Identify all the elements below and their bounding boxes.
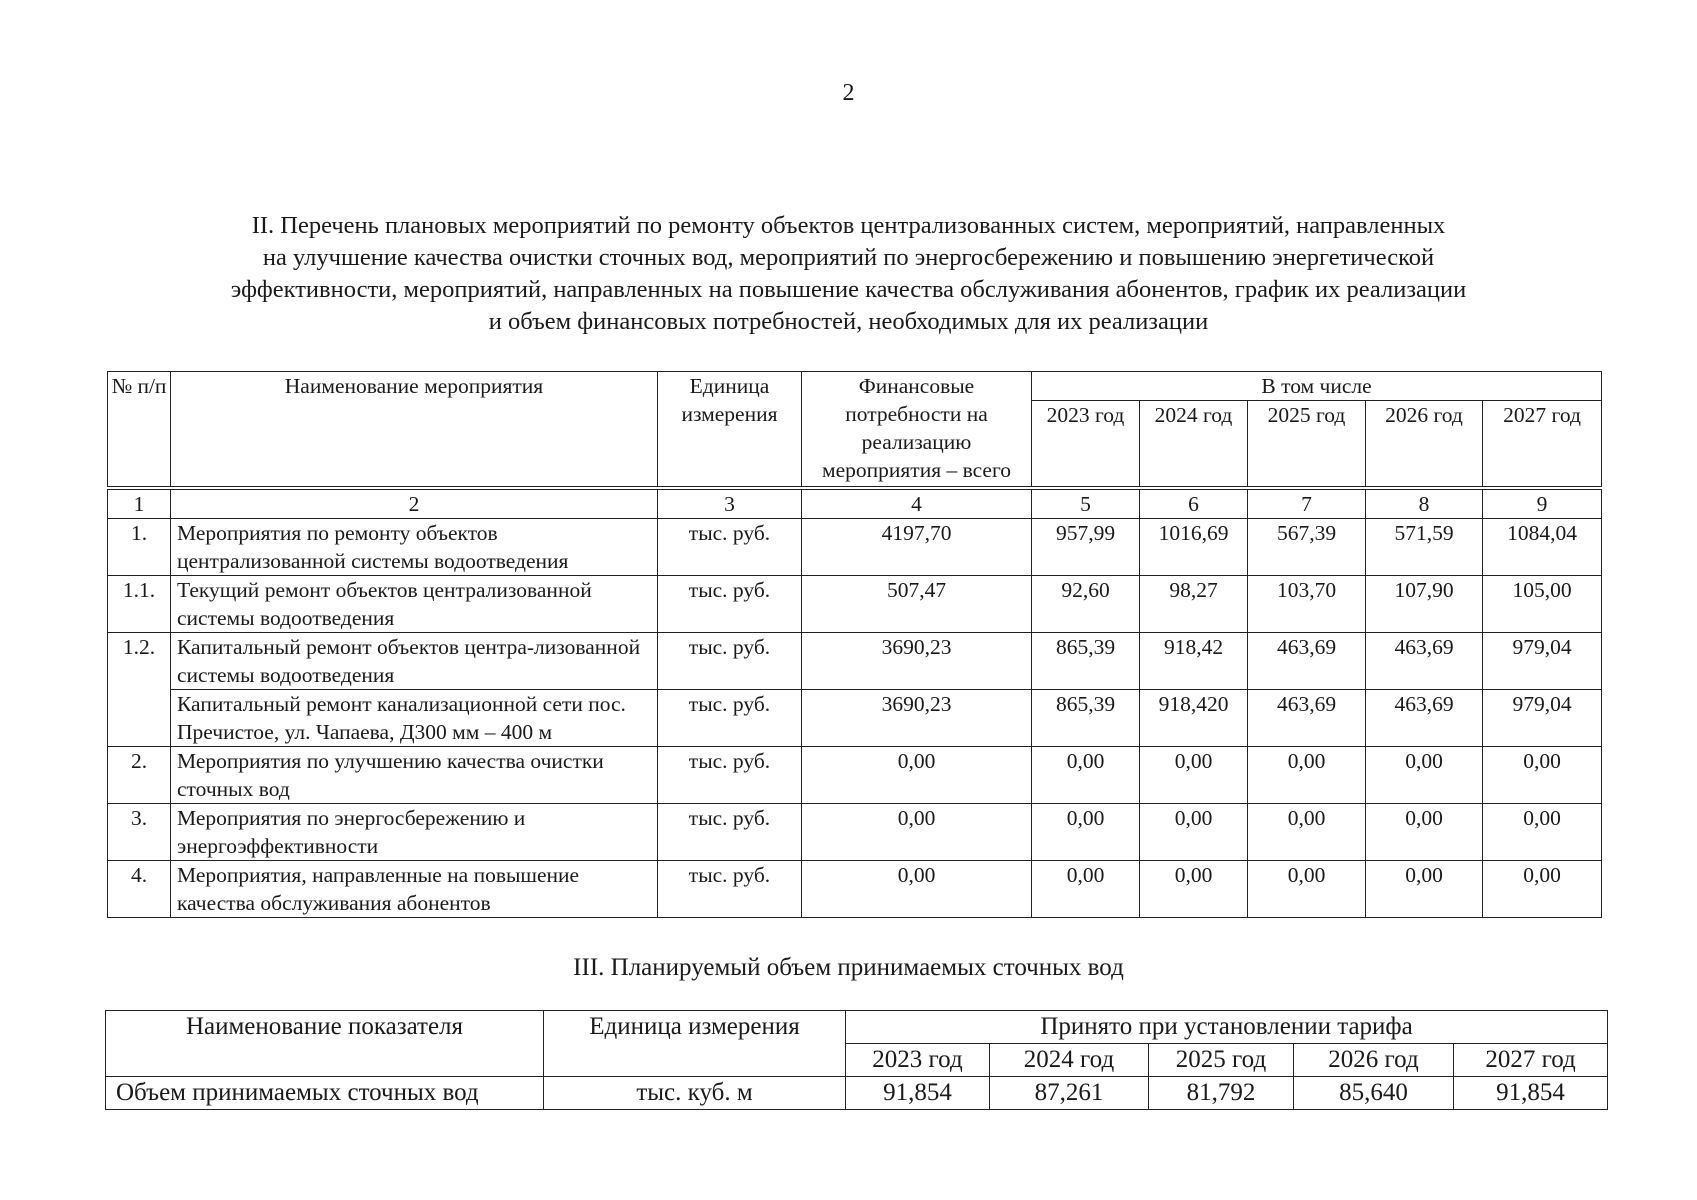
row-year-value: 87,261 bbox=[990, 1077, 1149, 1110]
row-unit: тыс. куб. м bbox=[544, 1077, 846, 1110]
row-year-value: 103,70 bbox=[1248, 576, 1366, 633]
table-row bbox=[108, 747, 1602, 804]
header-year: 2023 год bbox=[846, 1044, 990, 1077]
row-no: 4. bbox=[108, 861, 171, 918]
row-year-value: 463,69 bbox=[1248, 690, 1366, 747]
row-unit: тыс. руб. bbox=[658, 633, 802, 690]
section-3-title: III. Планируемый объем принимаемых сточных вод bbox=[573, 954, 1124, 981]
table-row bbox=[106, 1077, 1608, 1110]
row-total: 4197,70 bbox=[802, 519, 1032, 576]
row-unit: тыс. руб. bbox=[658, 861, 802, 918]
column-number: 9 bbox=[1483, 488, 1602, 519]
row-year-value: 1084,04 bbox=[1483, 519, 1602, 576]
row-year-value: 0,00 bbox=[1140, 747, 1248, 804]
row-year-value: 865,39 bbox=[1032, 690, 1140, 747]
row-no: 2. bbox=[108, 747, 171, 804]
column-number: 2 bbox=[171, 488, 658, 519]
row-year-value: 957,99 bbox=[1032, 519, 1140, 576]
row-name: Капитальный ремонт канализационной сети пос. Пречистое, ул. Чапаева, Д300 мм – 400 м bbox=[171, 690, 658, 747]
row-year-value: 865,39 bbox=[1032, 633, 1140, 690]
header-year: 2024 год bbox=[990, 1044, 1149, 1077]
header-year: 2023 год bbox=[1032, 401, 1140, 489]
header-indicator: Наименование показателя bbox=[106, 1011, 544, 1077]
row-year-value: 571,59 bbox=[1366, 519, 1483, 576]
column-number: 6 bbox=[1140, 488, 1248, 519]
row-total: 0,00 bbox=[802, 804, 1032, 861]
row-no: 3. bbox=[108, 804, 171, 861]
row-year-value: 0,00 bbox=[1032, 804, 1140, 861]
table-row bbox=[108, 633, 1602, 690]
column-number: 5 bbox=[1032, 488, 1140, 519]
header-name: Наименование мероприятия bbox=[171, 372, 658, 489]
row-year-value: 0,00 bbox=[1248, 804, 1366, 861]
column-number: 7 bbox=[1248, 488, 1366, 519]
header-no: № п/п bbox=[108, 372, 171, 489]
row-year-value: 567,39 bbox=[1248, 519, 1366, 576]
header-year: 2027 год bbox=[1454, 1044, 1608, 1077]
column-number: 4 bbox=[802, 488, 1032, 519]
activities-table bbox=[107, 371, 1602, 918]
row-unit: тыс. руб. bbox=[658, 576, 802, 633]
row-year-value: 0,00 bbox=[1032, 861, 1140, 918]
section-2-title-line: и объем финансовых потребностей, необходимых для их реализации bbox=[488, 308, 1209, 335]
header-accepted: Принято при установлении тарифа bbox=[846, 1011, 1608, 1044]
row-no: 1.1. bbox=[108, 576, 171, 633]
row-year-value: 92,60 bbox=[1032, 576, 1140, 633]
row-name: Капитальный ремонт объектов центра-лизованной системы водоотведения bbox=[171, 633, 658, 690]
column-number: 1 bbox=[108, 488, 171, 519]
row-year-value: 0,00 bbox=[1032, 747, 1140, 804]
row-name: Мероприятия по улучшению качества очистки сточных вод bbox=[171, 747, 658, 804]
row-year-value: 0,00 bbox=[1140, 861, 1248, 918]
row-total: 3690,23 bbox=[802, 633, 1032, 690]
row-year-value: 0,00 bbox=[1366, 747, 1483, 804]
column-number: 8 bbox=[1366, 488, 1483, 519]
page-number: 2 bbox=[842, 80, 855, 106]
row-year-value: 0,00 bbox=[1366, 804, 1483, 861]
header-including: В том числе bbox=[1032, 372, 1602, 401]
header-unit: Единица измерения bbox=[658, 372, 802, 489]
section-2-title-line: эффективности, мероприятий, направленных на повышение качества обслуживания абонентов, график их реализации bbox=[230, 276, 1467, 303]
table-row bbox=[108, 690, 1602, 747]
row-name: Мероприятия, направленные на повышение качества обслуживания абонентов bbox=[171, 861, 658, 918]
row-no: 1. bbox=[108, 519, 171, 576]
row-name: Мероприятия по энергосбережению и энергоэффективности bbox=[171, 804, 658, 861]
row-year-value: 1016,69 bbox=[1140, 519, 1248, 576]
header-unit: Единица измерения bbox=[544, 1011, 846, 1077]
header-year: 2024 год bbox=[1140, 401, 1248, 489]
section-2-title-line: II. Перечень плановых мероприятий по ремонту объектов централизованных систем, мероприятий, направленных bbox=[251, 212, 1446, 239]
row-year-value: 91,854 bbox=[846, 1077, 990, 1110]
row-year-value: 0,00 bbox=[1248, 861, 1366, 918]
row-year-value: 0,00 bbox=[1140, 804, 1248, 861]
row-year-value: 463,69 bbox=[1366, 633, 1483, 690]
header-year: 2027 год bbox=[1483, 401, 1602, 489]
row-year-value: 85,640 bbox=[1294, 1077, 1454, 1110]
row-year-value: 463,69 bbox=[1366, 690, 1483, 747]
row-year-value: 979,04 bbox=[1483, 690, 1602, 747]
header-year: 2026 год bbox=[1366, 401, 1483, 489]
table-row bbox=[108, 519, 1602, 576]
table-row bbox=[108, 861, 1602, 918]
row-year-value: 0,00 bbox=[1483, 804, 1602, 861]
row-year-value: 0,00 bbox=[1483, 747, 1602, 804]
section-2-title-line: на улучшение качества очистки сточных вод, мероприятий по энергосбережению и повышению энергетической bbox=[262, 244, 1435, 271]
row-year-value: 918,420 bbox=[1140, 690, 1248, 747]
column-number: 3 bbox=[658, 488, 802, 519]
header-year: 2025 год bbox=[1248, 401, 1366, 489]
row-year-value: 81,792 bbox=[1149, 1077, 1294, 1110]
row-total: 0,00 bbox=[802, 747, 1032, 804]
section-2-title bbox=[100, 210, 1597, 338]
table-row bbox=[108, 576, 1602, 633]
row-indicator: Объем принимаемых сточных вод bbox=[106, 1077, 544, 1110]
row-year-value: 463,69 bbox=[1248, 633, 1366, 690]
row-name: Текущий ремонт объектов централизованной системы водоотведения bbox=[171, 576, 658, 633]
row-year-value: 918,42 bbox=[1140, 633, 1248, 690]
row-total: 0,00 bbox=[802, 861, 1032, 918]
row-total: 507,47 bbox=[802, 576, 1032, 633]
row-year-value: 0,00 bbox=[1366, 861, 1483, 918]
row-year-value: 0,00 bbox=[1483, 861, 1602, 918]
row-year-value: 0,00 bbox=[1248, 747, 1366, 804]
row-no: 1.2. bbox=[108, 633, 171, 747]
row-unit: тыс. руб. bbox=[658, 804, 802, 861]
row-year-value: 107,90 bbox=[1366, 576, 1483, 633]
table-row bbox=[108, 804, 1602, 861]
row-year-value: 105,00 bbox=[1483, 576, 1602, 633]
header-total: Финансовые потребности на реализацию мероприятия – всего bbox=[802, 372, 1032, 489]
row-unit: тыс. руб. bbox=[658, 747, 802, 804]
row-year-value: 98,27 bbox=[1140, 576, 1248, 633]
row-total: 3690,23 bbox=[802, 690, 1032, 747]
row-unit: тыс. руб. bbox=[658, 690, 802, 747]
row-name: Мероприятия по ремонту объектов централизованной системы водоотведения bbox=[171, 519, 658, 576]
row-year-value: 91,854 bbox=[1454, 1077, 1608, 1110]
header-year: 2025 год bbox=[1149, 1044, 1294, 1077]
row-year-value: 979,04 bbox=[1483, 633, 1602, 690]
wastewater-volume-table bbox=[105, 1010, 1608, 1110]
header-year: 2026 год bbox=[1294, 1044, 1454, 1077]
row-unit: тыс. руб. bbox=[658, 519, 802, 576]
